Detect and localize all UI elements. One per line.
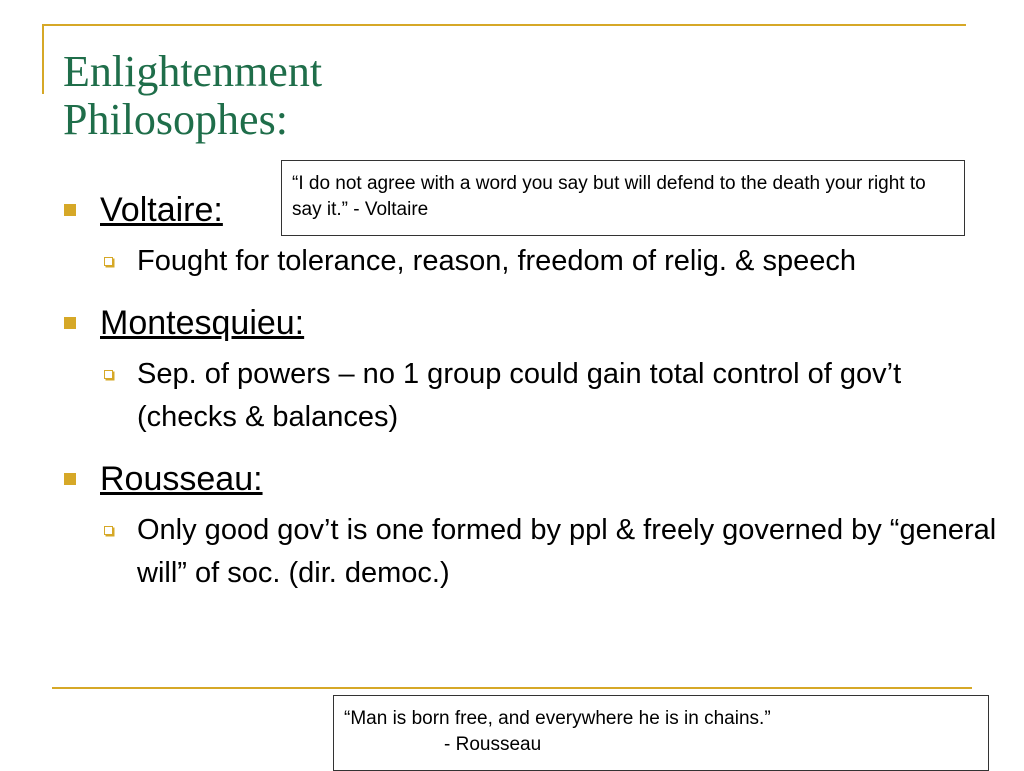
title-line-2: Philosophes:: [63, 95, 288, 144]
sub-bullet-text: Fought for tolerance, reason, freedom of relig. & speech: [137, 245, 856, 277]
square-bullet-icon: [64, 473, 76, 485]
square-bullet-icon: [64, 317, 76, 329]
sub-bullet-rousseau: [62, 509, 1002, 595]
bullet-heading: Rousseau:: [100, 460, 263, 498]
voltaire-quote-box: [281, 160, 965, 236]
sub-bullet-text: Only good gov’t is one formed by ppl & freely governed by “general will” of soc. (dir. democ.): [137, 514, 997, 589]
sub-bullet-montesquieu: [62, 353, 1002, 439]
hollow-square-bullet-icon: [104, 370, 113, 379]
sub-bullet-voltaire: [62, 240, 1002, 283]
voltaire-quote-text: “I do not agree with a word you say but will defend to the death your right to say it.” - Voltaire: [292, 173, 926, 220]
top-rule: [42, 24, 966, 26]
slide-title: [63, 48, 483, 144]
hollow-square-bullet-icon: [104, 257, 113, 266]
rousseau-quote-box: [333, 695, 989, 771]
rousseau-quote-attribution: - Rousseau: [444, 734, 542, 755]
bullet-rousseau: [62, 457, 1002, 509]
bottom-rule: [52, 687, 972, 689]
hollow-square-bullet-icon: [104, 526, 113, 535]
bullet-montesquieu: [62, 301, 1002, 353]
sub-bullet-text: Sep. of powers – no 1 group could gain total control of gov’t (checks & balances): [137, 358, 902, 433]
bullet-heading: Voltaire:: [100, 191, 223, 229]
bullet-list: [62, 188, 1002, 613]
square-bullet-icon: [64, 204, 76, 216]
left-rule: [42, 24, 44, 94]
rousseau-quote-text: “Man is born free, and everywhere he is in chains.”: [344, 708, 771, 729]
title-line-1: Enlightenment: [63, 47, 323, 96]
bullet-heading: Montesquieu:: [100, 304, 305, 342]
